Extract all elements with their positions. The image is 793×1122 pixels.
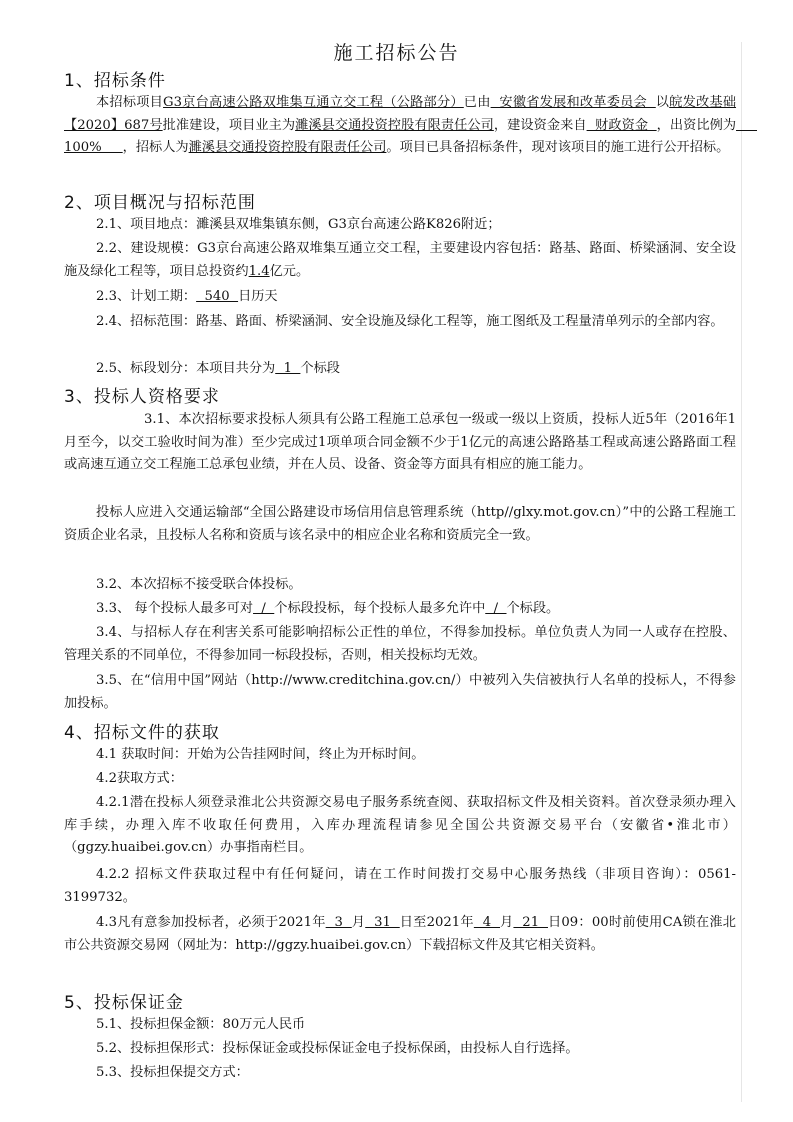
section-2-item-2 <box>64 238 736 283</box>
end-month: 4 <box>473 915 500 930</box>
max-bid-lots: / <box>253 601 275 616</box>
text-run: 日至2021年 <box>399 915 474 930</box>
text-run: 个标段 <box>300 361 340 376</box>
tenderer-name: 濉溪县交通投资控股有限责任公司 <box>188 140 387 156</box>
page-title: 施工招标公告 <box>333 42 460 64</box>
section-3-item-2: 3.2、本次招标不接受联合体投标。 <box>96 577 302 592</box>
start-month: 3 <box>325 915 352 930</box>
text-run: 以 <box>655 95 670 110</box>
section-3-heading: 3、投标人资格要求 <box>64 387 220 407</box>
section-3-item-3 <box>64 598 736 621</box>
section-2-item-5 <box>64 358 736 381</box>
text-run: 日09：00时前使用CA锁在淮北市公共资源交易网（网址为：http://ggzy.huaibei.gov.cn）下载招标文件及其它相关资料。 <box>64 915 736 953</box>
section-4-item-3 <box>64 912 736 957</box>
text-run: 亿元。 <box>269 263 310 279</box>
text-run: ，出资比例为 <box>656 117 737 133</box>
section-5-item-1: 5.1、投标担保金额：80万元人民币 <box>96 1017 306 1032</box>
section-1-heading: 1、招标条件 <box>64 71 166 91</box>
text-run: 本招标项目 <box>96 95 164 110</box>
investment-amount: 1.4 <box>248 263 270 279</box>
text-run: 日历天 <box>238 289 278 304</box>
owner-name: 濉溪县交通投资控股有限责任公司 <box>295 117 494 133</box>
text-run: 3.3、 每个投标人最多可对 <box>96 601 254 616</box>
lot-count: 1 <box>275 361 301 376</box>
section-3-item-4: 3.4、与招标人存在利害关系可能影响招标公正性的单位，不得参加投标。单位负责人为同一人或存在控股、管理关系的不同单位，不得参加同一标段投标，否则，相关投标均无效。 <box>64 625 736 663</box>
start-day: 31 <box>365 915 400 930</box>
section-2-heading: 2、项目概况与招标范围 <box>64 193 256 213</box>
section-4-item-2-1: 4.2.1潜在投标人须登录淮北公共资源交易电子服务系统查阅、获取招标文件及相关资料。首次登录须办理入库手续，办理入库不收取任何费用，入库办理流程请参见全国公共资源交易平台（安徽省•淮北市）（ggzy.huaibei.gov.cn）办事指南栏目。 <box>64 795 736 856</box>
approval-doc-number: 皖发改基础【2020】687号 <box>64 95 737 133</box>
section-4-heading: 4、招标文件的获取 <box>64 723 220 743</box>
section-3-item-5: 3.5、在“信用中国”网站（http://www.creditchina.gov.cn/）中被列入失信被执行人名单的投标人，不得参加投标。 <box>64 673 736 711</box>
text-run: 个标段。 <box>506 601 560 616</box>
section-2-item-4: 2.4、招标范围：路基、路面、桥梁涵洞、安全设施及绿化工程等，施工图纸及工程量清单列示的全部内容。 <box>96 314 724 329</box>
section-1-paragraph <box>64 92 757 160</box>
construction-days: 540 <box>196 289 239 304</box>
section-2-item-3 <box>64 286 736 309</box>
page-edge-line <box>741 42 742 1102</box>
section-2-item-1: 2.1、项目地点：濉溪县双堆集镇东侧，G3京台高速公路K826附近； <box>96 217 501 232</box>
section-3-item-1-note: 投标人应进入交通运输部“全国公路建设市场信用信息管理系统（http//glxy.mot.gov.cn）”中的公路工程施工资质企业名录，且投标人名称和资质与该名录中的相应企业名称和资质完全一致。 <box>64 505 736 543</box>
project-name: G3京台高速公路双堆集互通立交工程（公路部分） <box>163 95 464 110</box>
text-run: ，建设资金来自 <box>493 117 587 133</box>
approver-name: 安徽省发展和改革委员会 <box>490 95 656 110</box>
text-run: 2.2、建设规模：G3京台高速公路双堆集互通立交工程，主要建设内容包括：路基、路面、桥梁涵洞、安全设施及绿化工程等，项目总投资约 <box>64 241 736 279</box>
text-run: 月 <box>351 915 366 930</box>
section-4-item-2-2: 4.2.2 招标文件获取过程中有任何疑问，请在工作时间拨打交易中心服务热线（非项目咨询）：0561-3199732。 <box>64 867 736 905</box>
max-win-lots: / <box>485 601 507 616</box>
text-run: 月 <box>500 915 514 930</box>
section-4-item-1: 4.1 获取时间：开始为公告挂网时间，终止为开标时间。 <box>96 747 425 762</box>
text-run: ，招标人为 <box>122 140 189 156</box>
text-run: 2.3、计划工期： <box>96 289 197 304</box>
end-day: 21 <box>513 915 548 930</box>
section-4-item-2: 4.2获取方式： <box>96 771 183 786</box>
text-run: 2.5、标段划分：本项目共分为 <box>96 361 276 376</box>
text-run: 已由 <box>463 95 491 110</box>
text-run: 批准建设，项目业主为 <box>162 117 296 133</box>
section-5-item-2: 5.2、投标担保形式：投标保证金或投标保证金电子投标保函，由投标人自行选择。 <box>96 1041 579 1056</box>
text-run: 个标段投标，每个投标人最多允许中 <box>274 601 486 616</box>
text-run: 。项目已具备招标条件，现对该项目的施工进行公开招标。 <box>386 140 730 156</box>
section-5-heading: 5、投标保证金 <box>64 993 184 1013</box>
section-3-item-1: 3.1、本次招标要求投标人须具有公路工程施工总承包一级或一级以上资质，投标人近5年（2016年1月至今，以交工验收时间为准）至少完成过1项单项合同金额不少于1亿元的高速公路路基工程或高速公路路面工程或高速互通立交工程施工总承包业绩，并在人员、设备、资金等方面具有相应的施工能力。 <box>64 412 736 473</box>
text-run: 4.3凡有意参加投标者，必须于2021年 <box>96 915 326 930</box>
fund-source: 财政资金 <box>586 117 657 133</box>
fund-ratio: 100% <box>64 117 757 156</box>
section-5-item-3: 5.3、投标担保提交方式： <box>96 1065 249 1080</box>
